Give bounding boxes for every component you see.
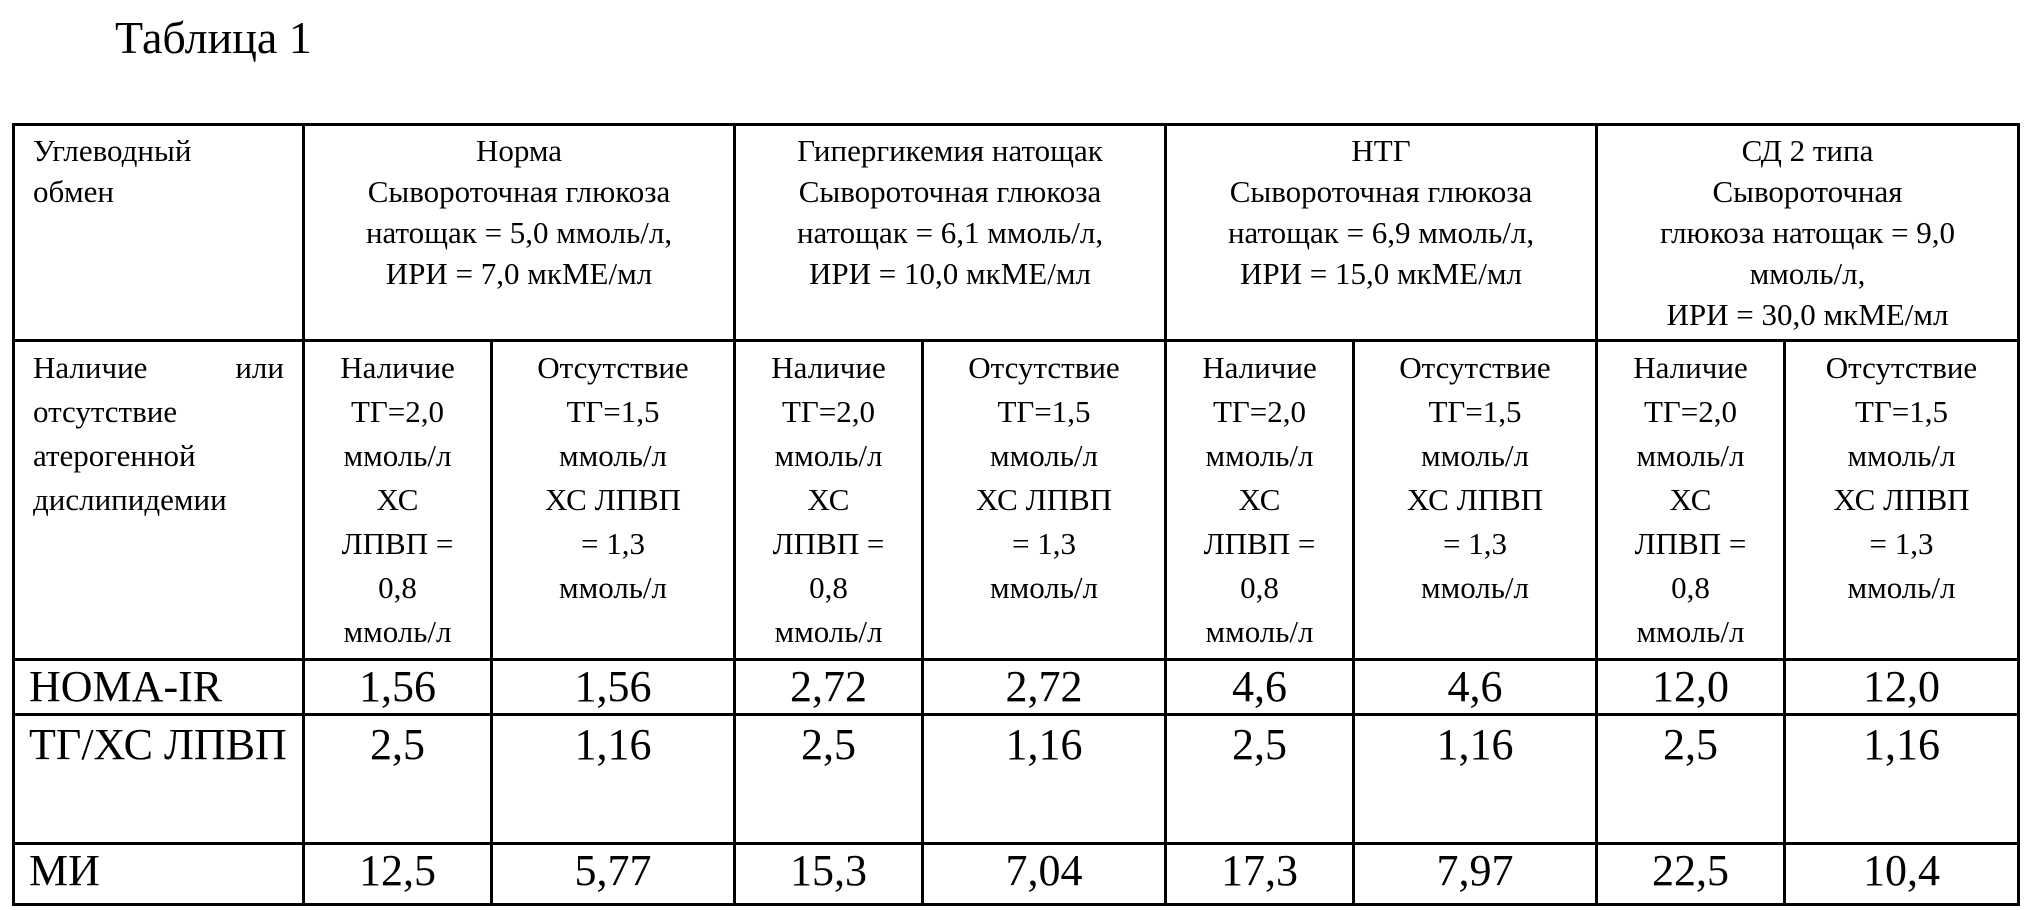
absence-line: Отсутствие [537, 350, 689, 385]
presence-header-cell [735, 341, 923, 660]
table-cell: 12,0 [1597, 660, 1785, 715]
absence-line: = 1,3 [1869, 526, 1934, 561]
presence-line: ЛПВП = [341, 526, 454, 561]
corner-header-cell [14, 125, 304, 341]
group-line: ИРИ = 15,0 мкМЕ/мл [1240, 256, 1522, 291]
presence-line: ммоль/л [774, 438, 883, 473]
absence-line: ммоль/л [1420, 570, 1529, 605]
group-header-row [14, 125, 2019, 341]
absence-line: Отсутствие [1825, 350, 1978, 385]
presence-header-cell [1597, 341, 1785, 660]
absence-line: ммоль/л [989, 570, 1098, 605]
table-cell: 2,5 [735, 715, 923, 844]
presence-line: 0,8 [809, 570, 848, 605]
presence-line: ммоль/л [1205, 438, 1314, 473]
table-cell: 2,72 [923, 660, 1166, 715]
presence-line: ммоль/л [1636, 614, 1745, 649]
absence-line: ТГ=1,5 [1854, 394, 1949, 429]
absence-header-cell [1785, 341, 2019, 660]
absence-line: Отсутствие [968, 350, 1120, 385]
table-cell: 15,3 [735, 844, 923, 905]
presence-line: ммоль/л [343, 614, 452, 649]
absence-line: ммоль/л [1847, 570, 1956, 605]
presence-header-cell [304, 341, 492, 660]
group-line: Сывороточная глюкоза [798, 174, 1102, 209]
presence-header-cell [1166, 341, 1354, 660]
presence-line: Наличие [1202, 350, 1317, 385]
table-cell: 1,16 [1785, 715, 2019, 844]
absence-header-cell [492, 341, 735, 660]
table-cell: 1,56 [492, 660, 735, 715]
table-cell: 5,77 [492, 844, 735, 905]
absence-line: ТГ=1,5 [566, 394, 660, 429]
presence-line: ХС [1238, 482, 1281, 517]
group-title: СД 2 типа [1741, 133, 1874, 168]
group-header-fasting-hyperglycemia [735, 125, 1166, 341]
results-table [12, 123, 2020, 906]
group-line: ИРИ = 7,0 мкМЕ/мл [385, 256, 653, 291]
presence-line: Наличие [771, 350, 886, 385]
group-line: ИРИ = 10,0 мкМЕ/мл [809, 256, 1091, 291]
table-cell: 2,5 [1166, 715, 1354, 844]
table-cell: 4,6 [1354, 660, 1597, 715]
group-title: Норма [475, 133, 563, 168]
presence-line: ЛПВП = [772, 526, 885, 561]
absence-line: ХС ЛПВП [1833, 482, 1970, 517]
table-cell: 17,3 [1166, 844, 1354, 905]
group-line: натощак = 5,0 ммоль/л, [365, 215, 673, 250]
group-title: НТГ [1351, 133, 1411, 168]
table-cell: 7,97 [1354, 844, 1597, 905]
row-label: МИ [14, 844, 304, 905]
table-cell: 12,5 [304, 844, 492, 905]
group-line: Сывороточная глюкоза [367, 174, 671, 209]
row-label: ТГ/ХС ЛПВП [14, 715, 304, 844]
presence-line: ТГ=2,0 [781, 394, 876, 429]
corner-header-line: Углеводный [33, 133, 192, 168]
absence-line: Отсутствие [1399, 350, 1551, 385]
absence-line: ммоль/л [558, 570, 667, 605]
presence-line: ХС [376, 482, 419, 517]
absence-line: ХС ЛПВП [975, 482, 1113, 517]
table-cell: 1,16 [1354, 715, 1597, 844]
absence-line: ХС ЛПВП [1406, 482, 1544, 517]
table-cell: 12,0 [1785, 660, 2019, 715]
presence-line: ТГ=2,0 [350, 394, 445, 429]
table-row-mi [14, 844, 2019, 905]
presence-line: ммоль/л [774, 614, 883, 649]
subheader-row [14, 341, 2019, 660]
absence-line: ХС ЛПВП [544, 482, 682, 517]
presence-line: ЛПВП = [1634, 526, 1747, 561]
group-line: ИРИ = 30,0 мкМЕ/мл [1666, 297, 1949, 332]
table-cell: 1,16 [492, 715, 735, 844]
table-cell: 7,04 [923, 844, 1166, 905]
presence-line: Наличие [340, 350, 455, 385]
corner-header-line: обмен [33, 174, 114, 209]
presence-line: ЛПВП = [1203, 526, 1316, 561]
dyslipidemia-label-cell: Наличие или отсутствие атерогенной дислипидемии [14, 341, 304, 660]
presence-line: ТГ=2,0 [1643, 394, 1738, 429]
table-cell: 10,4 [1785, 844, 2019, 905]
table-cell: 2,5 [1597, 715, 1785, 844]
presence-line: ммоль/л [1636, 438, 1745, 473]
table-caption: Таблица 1 [115, 12, 312, 63]
absence-line: ммоль/л [1420, 438, 1529, 473]
group-title: Гипергикемия натощак [797, 133, 1103, 168]
presence-line: 0,8 [1240, 570, 1279, 605]
absence-line: ммоль/л [558, 438, 667, 473]
presence-line: ммоль/л [343, 438, 452, 473]
table-cell: 22,5 [1597, 844, 1785, 905]
absence-line: = 1,3 [1012, 526, 1076, 561]
group-header-type2-diabetes [1597, 125, 2019, 341]
presence-line: 0,8 [378, 570, 417, 605]
absence-line: = 1,3 [1443, 526, 1507, 561]
absence-line: ммоль/л [989, 438, 1098, 473]
absence-line: ТГ=1,5 [997, 394, 1091, 429]
absence-header-cell [923, 341, 1166, 660]
table-cell: 2,72 [735, 660, 923, 715]
table-cell: 1,16 [923, 715, 1166, 844]
row-label: HOMA-IR [14, 660, 304, 715]
presence-line: ХС [1669, 482, 1712, 517]
group-line: глюкоза натощак = 9,0 [1659, 215, 1956, 250]
presence-line: 0,8 [1671, 570, 1710, 605]
table-row-tg-hdl [14, 715, 2019, 844]
group-line: Сывороточная [1712, 174, 1903, 209]
table-row-homa-ir [14, 660, 2019, 715]
group-line: натощак = 6,1 ммоль/л, [796, 215, 1104, 250]
absence-header-cell [1354, 341, 1597, 660]
group-line: ммоль/л, [1749, 256, 1866, 291]
table-cell: 4,6 [1166, 660, 1354, 715]
presence-line: ТГ=2,0 [1212, 394, 1307, 429]
absence-line: = 1,3 [581, 526, 645, 561]
table-cell: 1,56 [304, 660, 492, 715]
group-line: натощак = 6,9 ммоль/л, [1227, 215, 1535, 250]
group-header-norm [304, 125, 735, 341]
group-header-ntg [1166, 125, 1597, 341]
presence-line: Наличие [1633, 350, 1748, 385]
presence-line: ммоль/л [1205, 614, 1314, 649]
presence-line: ХС [807, 482, 850, 517]
absence-line: ТГ=1,5 [1428, 394, 1522, 429]
table-cell: 2,5 [304, 715, 492, 844]
absence-line: ммоль/л [1847, 438, 1956, 473]
group-line: Сывороточная глюкоза [1229, 174, 1533, 209]
